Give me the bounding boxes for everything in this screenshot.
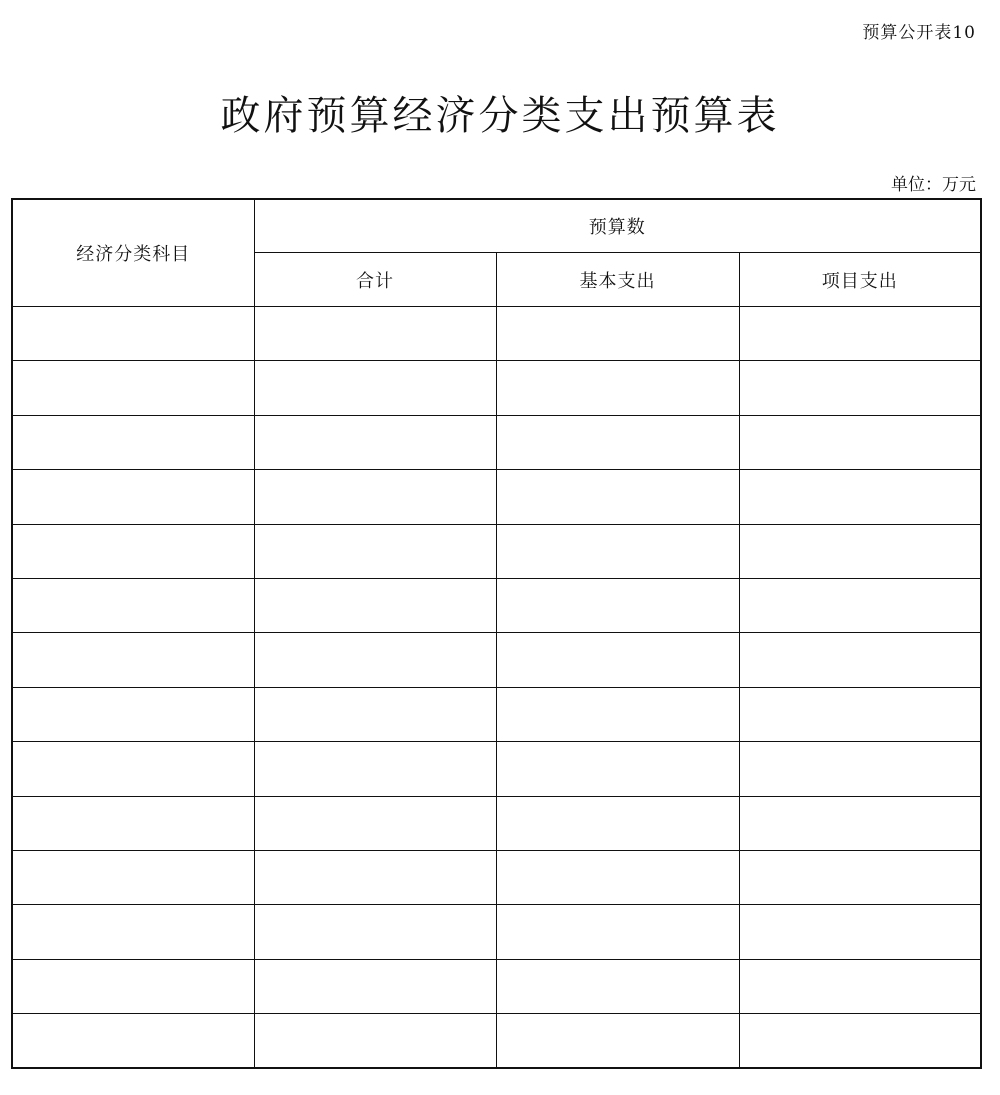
table-cell bbox=[12, 633, 254, 687]
table-cell bbox=[739, 687, 981, 741]
table-cell bbox=[12, 850, 254, 904]
table-cell bbox=[12, 307, 254, 361]
table-cell bbox=[12, 415, 254, 469]
table-row bbox=[12, 307, 981, 361]
table-cell bbox=[496, 307, 739, 361]
table-cell bbox=[12, 687, 254, 741]
table-row bbox=[12, 850, 981, 904]
table-cell bbox=[254, 578, 496, 632]
table-cell bbox=[496, 959, 739, 1013]
column-header-total: 合计 bbox=[254, 253, 496, 307]
table-cell bbox=[254, 633, 496, 687]
table-cell bbox=[739, 742, 981, 796]
row-header-cell: 经济分类科目 bbox=[12, 199, 254, 307]
table-cell bbox=[496, 578, 739, 632]
table-cell bbox=[739, 307, 981, 361]
table-row bbox=[12, 905, 981, 959]
table-cell bbox=[12, 905, 254, 959]
table-body bbox=[12, 307, 981, 1069]
table-cell bbox=[254, 850, 496, 904]
table-cell bbox=[496, 415, 739, 469]
table-cell bbox=[254, 470, 496, 524]
table-cell bbox=[12, 524, 254, 578]
table-cell bbox=[254, 905, 496, 959]
table-cell bbox=[254, 742, 496, 796]
table-cell bbox=[12, 578, 254, 632]
column-header-basic: 基本支出 bbox=[496, 253, 739, 307]
table-cell bbox=[739, 850, 981, 904]
table-row bbox=[12, 578, 981, 632]
table-row bbox=[12, 524, 981, 578]
table-cell bbox=[12, 796, 254, 850]
table-cell bbox=[254, 687, 496, 741]
table-cell bbox=[496, 361, 739, 415]
table-cell bbox=[12, 361, 254, 415]
table-cell bbox=[12, 1014, 254, 1069]
table-row bbox=[12, 796, 981, 850]
table-cell bbox=[254, 524, 496, 578]
table-cell bbox=[254, 796, 496, 850]
table-row bbox=[12, 1014, 981, 1069]
table-cell bbox=[496, 1014, 739, 1069]
table-cell bbox=[739, 633, 981, 687]
table-cell bbox=[12, 742, 254, 796]
group-header-cell: 预算数 bbox=[254, 199, 981, 253]
table-row bbox=[12, 633, 981, 687]
table-cell bbox=[496, 633, 739, 687]
table-cell bbox=[739, 905, 981, 959]
table-cell bbox=[739, 524, 981, 578]
unit-label: 单位：万元 bbox=[891, 175, 976, 195]
table-cell bbox=[739, 361, 981, 415]
table-header bbox=[12, 199, 981, 307]
budget-table bbox=[11, 198, 982, 1069]
table-cell bbox=[739, 1014, 981, 1069]
column-header-project: 项目支出 bbox=[739, 253, 981, 307]
table-row bbox=[12, 470, 981, 524]
table-cell bbox=[739, 415, 981, 469]
table-cell bbox=[739, 578, 981, 632]
table-cell bbox=[496, 796, 739, 850]
table-row bbox=[12, 687, 981, 741]
table-row bbox=[12, 742, 981, 796]
table-id: 预算公开表10 bbox=[862, 23, 976, 43]
table-cell bbox=[12, 959, 254, 1013]
table-cell bbox=[496, 687, 739, 741]
table-cell bbox=[254, 1014, 496, 1069]
table-row bbox=[12, 415, 981, 469]
table-cell bbox=[496, 524, 739, 578]
table-cell bbox=[496, 470, 739, 524]
table-cell bbox=[496, 850, 739, 904]
table-cell bbox=[739, 796, 981, 850]
table-cell bbox=[12, 470, 254, 524]
table-row bbox=[12, 361, 981, 415]
header-row bbox=[12, 199, 981, 253]
table-cell bbox=[254, 307, 496, 361]
document-title: 政府预算经济分类支出预算表 bbox=[220, 93, 780, 139]
table-cell bbox=[254, 959, 496, 1013]
table-cell bbox=[254, 361, 496, 415]
table-cell bbox=[496, 905, 739, 959]
table-cell bbox=[739, 959, 981, 1013]
table-cell bbox=[739, 470, 981, 524]
table-row bbox=[12, 959, 981, 1013]
table-cell bbox=[496, 742, 739, 796]
table-cell bbox=[254, 415, 496, 469]
